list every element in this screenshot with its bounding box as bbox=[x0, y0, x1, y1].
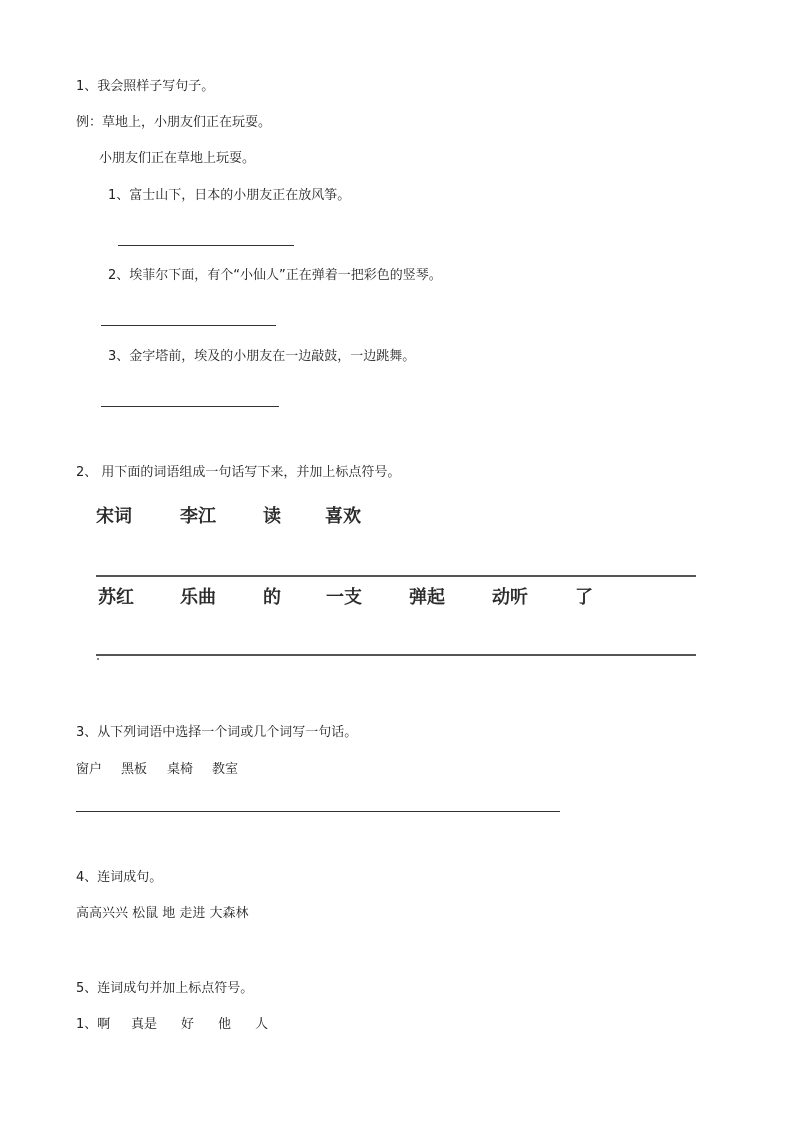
q5-item1-word-5: 人 bbox=[255, 1017, 269, 1032]
q2-title: 2、 用下面的词语组成一句话写下来，并加上标点符号。 bbox=[76, 465, 401, 480]
q5-item1-word-4: 他 bbox=[218, 1017, 232, 1032]
q3-word-4: 教室 bbox=[212, 762, 239, 777]
q2-row2-word-1: 苏红 bbox=[98, 587, 134, 608]
q2-row1-word-2: 李江 bbox=[180, 506, 216, 527]
q1-example: 例：草地上，小朋友们正在玩耍。 bbox=[76, 115, 272, 130]
q2-row2-word-7: 了 bbox=[575, 587, 593, 608]
q2-row2-word-6: 动听 bbox=[492, 587, 528, 608]
q5-item1-word-2: 真是 bbox=[131, 1017, 158, 1032]
q4-title: 4、连词成句。 bbox=[76, 870, 163, 885]
q2-answer-line-2[interactable] bbox=[96, 654, 696, 656]
q2-row2-word-4: 一支 bbox=[326, 587, 362, 608]
q5-title: 5、连词成句并加上标点符号。 bbox=[76, 981, 254, 996]
q3-word-3: 桌椅 bbox=[167, 762, 194, 777]
q1-title: 1、我会照样子写句子。 bbox=[76, 79, 215, 94]
q2-row1-word-4: 喜欢 bbox=[325, 506, 361, 527]
q1-example-answer: 小朋友们正在草地上玩耍。 bbox=[99, 151, 256, 166]
q2-row1-word-1: 宋词 bbox=[96, 506, 132, 527]
q5-item1-word-1: 1、啊 bbox=[76, 1017, 111, 1032]
q1-item-1: 1、富士山下，日本的小朋友正在放风筝。 bbox=[108, 188, 351, 203]
q2-answer-line-1[interactable] bbox=[96, 575, 696, 577]
q1-answer-line-1[interactable] bbox=[118, 245, 294, 246]
q3-answer-line[interactable] bbox=[76, 811, 560, 812]
q2-row2-word-3: 的 bbox=[263, 587, 281, 608]
q1-item-2: 2、埃菲尔下面，有个“小仙人”正在弹着一把彩色的竖琴。 bbox=[108, 268, 442, 283]
q2-row1-word-3: 读 bbox=[263, 506, 281, 527]
q3-word-2: 黑板 bbox=[121, 762, 148, 777]
q1-answer-line-3[interactable] bbox=[101, 406, 279, 407]
q5-item1-word-3: 好 bbox=[181, 1017, 195, 1032]
q1-item-3: 3、金字塔前，埃及的小朋友在一边敲鼓，一边跳舞。 bbox=[108, 349, 416, 364]
scan-speck bbox=[97, 658, 99, 660]
q4-words: 高高兴兴 松鼠 地 走进 大森林 bbox=[76, 906, 249, 921]
q3-word-1: 窗户 bbox=[76, 762, 103, 777]
q1-answer-line-2[interactable] bbox=[101, 325, 276, 326]
q2-row2-word-2: 乐曲 bbox=[180, 587, 216, 608]
q2-row2-word-5: 弹起 bbox=[409, 587, 445, 608]
q3-title: 3、从下列词语中选择一个词或几个词写一句话。 bbox=[76, 725, 358, 740]
